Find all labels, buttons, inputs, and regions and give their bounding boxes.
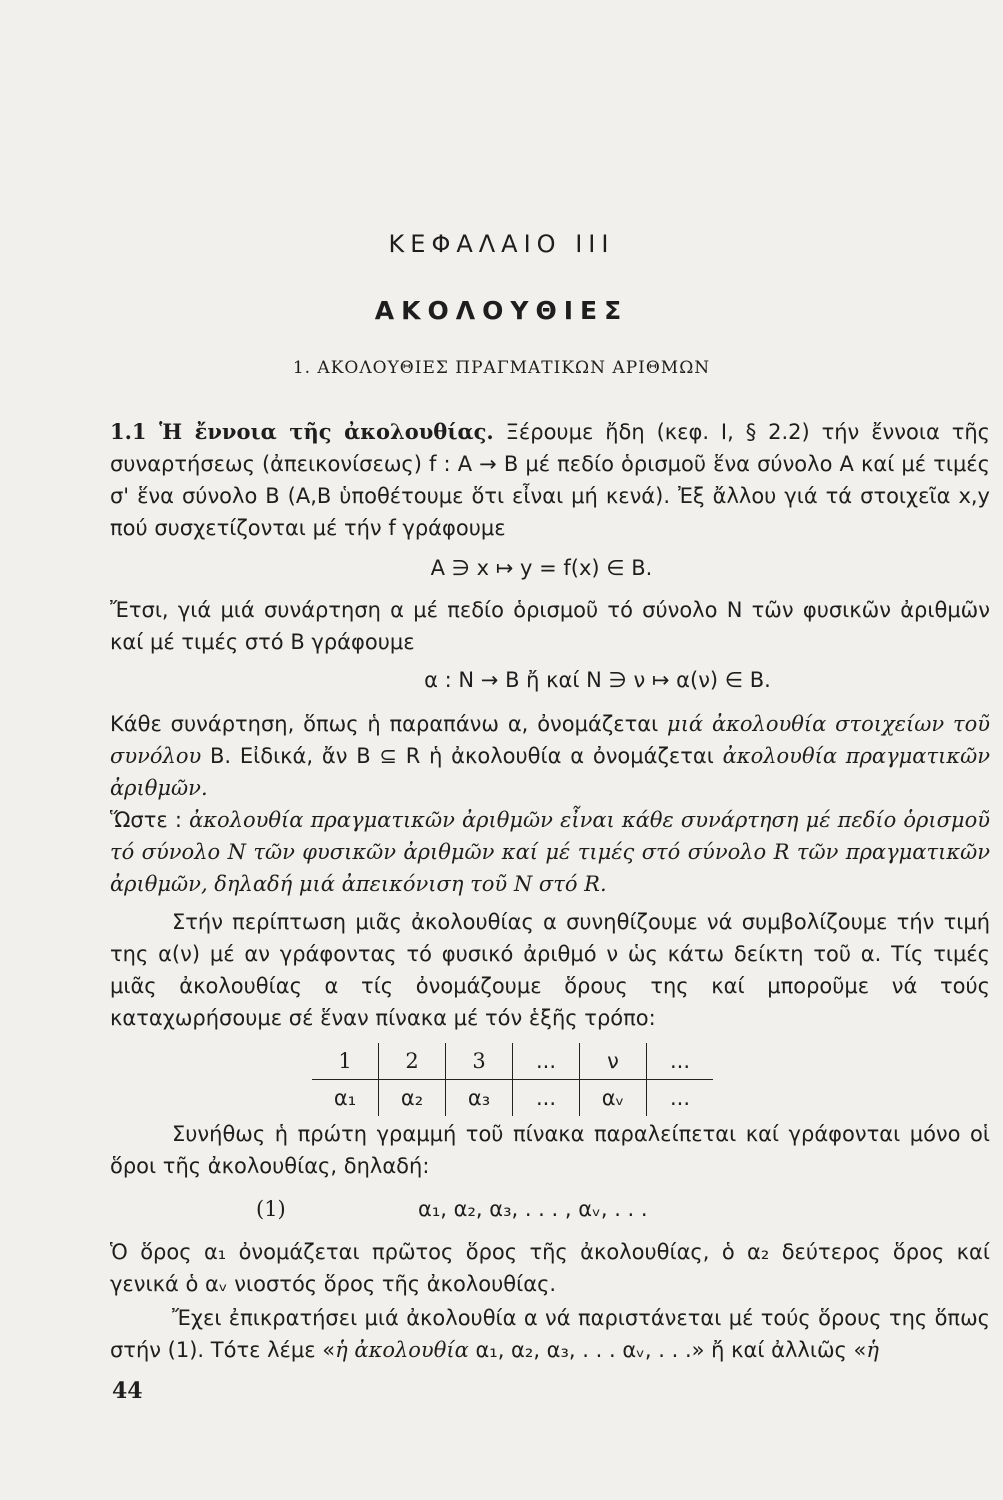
- equation-sequence: α₁, α₂, α₃, . . . , αᵥ, . . .: [418, 1197, 648, 1221]
- paragraph-notation-convention: [110, 1302, 990, 1366]
- text-segment: Κάθε συνάρτηση, ὅπως ἡ παραπάνω α, ὀνομάζεται: [110, 712, 668, 736]
- table-cell: α₂: [379, 1080, 446, 1117]
- table-cell: ...: [669, 1086, 691, 1110]
- text-segment: B. Εἰδικά, ἄν B ⊆ R ἡ ἀκολουθία α ὀνομάζεται: [201, 744, 723, 768]
- formula-sequence: α : N → B ἤ καί N ∋ ν ↦ α(ν) ∈ B.: [424, 668, 771, 692]
- chapter-heading: ΚΕΦΑΛΑΙΟ ΙΙΙ: [388, 230, 615, 258]
- italic-term: μιά ἀκολουθία στοιχείων τοῦ συνόλου: [110, 712, 990, 768]
- table-cell: 2: [379, 1043, 446, 1080]
- table-cell: ν: [580, 1043, 647, 1080]
- italic-term: ἀκολουθία πραγματικῶν ἀριθμῶν.: [110, 744, 990, 800]
- table-cell: ...: [513, 1043, 580, 1080]
- table-cell: 3: [446, 1043, 513, 1080]
- page-number: 44: [112, 1378, 143, 1404]
- table-cell: α₃: [446, 1080, 513, 1117]
- sequence-table: [312, 1043, 713, 1116]
- paragraph-summary: [110, 804, 990, 900]
- text-segment: α₁, α₂, α₃, . . . αᵥ, . . .» ἤ καί ἀλλιῶς «: [468, 1338, 867, 1362]
- paragraph-definition-intro: [110, 416, 990, 544]
- section-heading: 1. ΑΚΟΛΟΥΘΙΕΣ ΠΡΑΓΜΑΤΙΚΩΝ ΑΡΙΘΜΩΝ: [292, 358, 711, 378]
- formula-function: A ∋ x ↦ y = f(x) ∈ B.: [430, 556, 653, 580]
- italic-term: ἡ: [866, 1338, 879, 1362]
- italic-term: ἡ ἀκολουθία: [335, 1338, 469, 1362]
- table-cell: α₁: [312, 1080, 379, 1117]
- paragraph-sequence-definition: [110, 708, 990, 804]
- chapter-title: ΑΚΟΛΟΥΘΙΕΣ: [374, 296, 629, 325]
- paragraph-notation: Στήν περίπτωση μιᾶς ἀκολουθίας α συνηθίζουμε νά συμβολίζουμε τήν τιμή της α(ν) μέ αν γράφοντας τό φυσικό ἀριθμό ν ὡς κάτω δείκτη τοῦ α. Τίς τιμές μιᾶς ἀκολουθίας α τίς ὀνομάζουμε ὅρους της καί μποροῦμε νά τούς καταχωρήσουμε σέ ἕναν πίνακα μέ τόν ἑξῆς τρόπο:: [110, 910, 990, 1030]
- paragraph-sequence-function: Ἔτσι, γιά μιά συνάρτηση α μέ πεδίο ὁρισμοῦ τό σύνολο N τῶν φυσικῶν ἀριθμῶν καί μέ τιμές στό B γράφουμε: [110, 598, 990, 654]
- italic-definition: ἀκολουθία πραγματικῶν ἀριθμῶν εἶναι κάθε συνάρτηση μέ πεδίο ὁρισμοῦ τό σύνολο N τῶν φυσικῶν ἀριθμῶν καί μέ τιμές στό σύνολο R τῶν πραγματικῶν ἀριθμῶν, δηλαδή μιά ἀπεικόνιση τοῦ N στό R.: [110, 808, 990, 896]
- subsection-heading: 1.1 Ἡ ἔννοια τῆς ἀκολουθίας.: [110, 419, 494, 444]
- text-segment: Ὥστε :: [110, 808, 190, 832]
- table-cell: 1: [312, 1043, 379, 1080]
- text-segment: Ἔχει ἐπικρατήσει μιά ἀκολουθία α νά παριστάνεται μέ τούς ὅρους της ὅπως στήν (1). Τότε λέμε «: [110, 1306, 990, 1362]
- table-row-terms: [312, 1080, 713, 1117]
- table-cell: αᵥ: [580, 1080, 647, 1117]
- paragraph-terms: Συνήθως ἡ πρώτη γραμμή τοῦ πίνακα παραλείπεται καί γράφονται μόνο οἱ ὅροι τῆς ἀκολουθίας, δηλαδή:: [110, 1122, 990, 1178]
- table-cell: ...: [647, 1043, 714, 1080]
- paragraph-text: Ξέρουμε ἤδη (κεφ. Ι, § 2.2) τήν ἔννοια τῆς συναρτήσεως (ἀπεικονίσεως) f : A → B μέ πεδίο ὁρισμοῦ ἕνα σύνολο A καί μέ τιμές σ' ἕνα σύνολο B (A,B ὑποθέτουμε ὅτι εἶναι μή κενά). Ἐξ ἄλλου γιά τά στοιχεῖα x,y πού συσχετίζονται μέ τήν f γράφουμε: [110, 420, 990, 540]
- table-cell: ...: [513, 1080, 580, 1117]
- paragraph-first-term: Ὁ ὅρος α₁ ὀνομάζεται πρῶτος ὅρος τῆς ἀκολουθίας, ὁ α₂ δεύτερος ὅρος καί γενικά ὁ αᵥ νιοστός ὅρος τῆς ἀκολουθίας.: [110, 1240, 990, 1296]
- equation-label: (1): [256, 1197, 286, 1221]
- table-row-indices: [312, 1043, 713, 1080]
